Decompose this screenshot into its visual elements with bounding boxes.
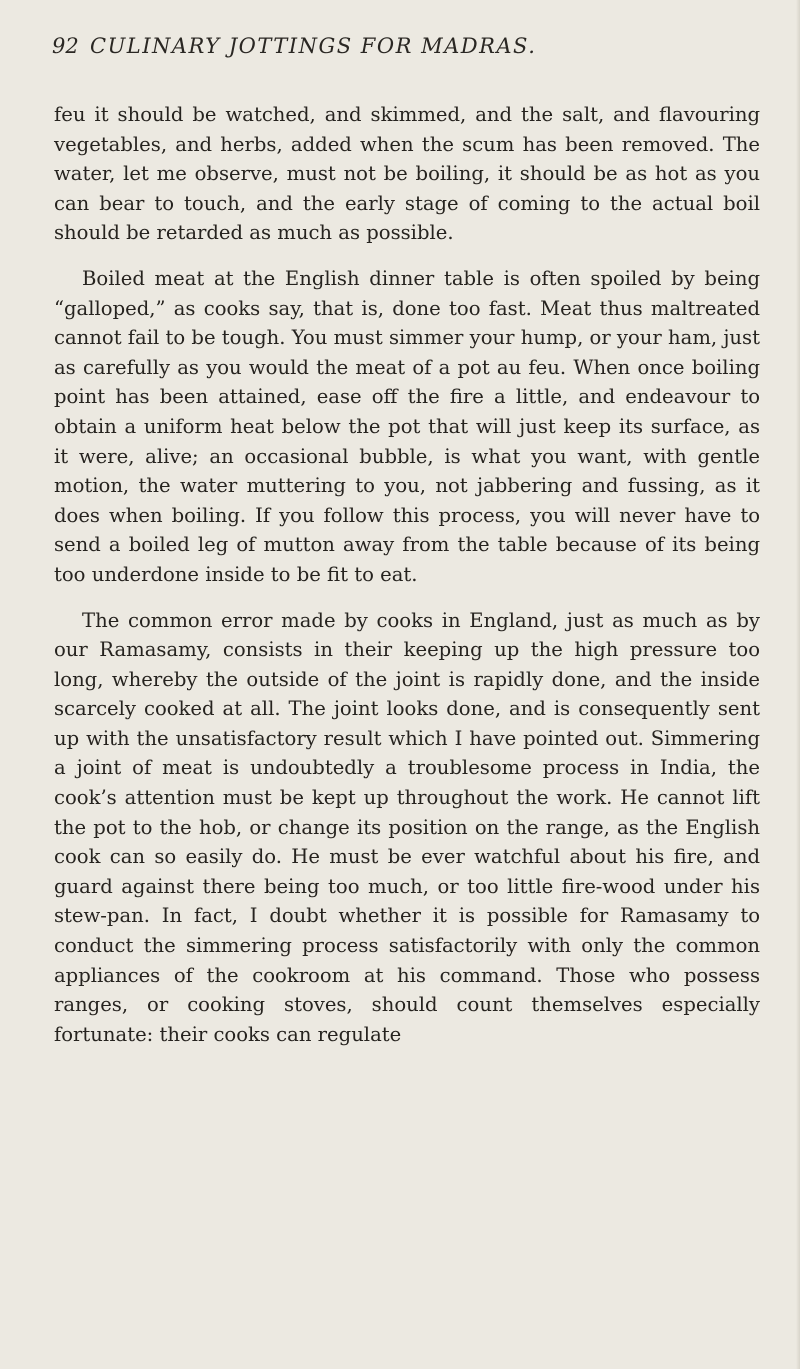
page-number: 92	[52, 34, 79, 58]
page-edge-shadow	[796, 0, 800, 1369]
body-text	[54, 100, 760, 1049]
paragraph-3: The common error made by cooks in England, just as much as by our Ramasamy, consists in their keeping up the high pressure too long, whereby the outside of the joint is rapidly done, and the inside scarcely cooked at all. The joint looks done, and is consequently sent up with the unsatisfactory result which I have pointed out. Simmering a joint of meat is undoubtedly a troublesome process in India, the cook’s attention must be kept up throughout the work. He cannot lift the pot to the hob, or change its position on the range, as the English cook can so easily do. He must be ever watchful about his fire, and guard against there being too much, or too little fire-wood under his stew-pan. In fact, I doubt whether it is possible for Ramasamy to conduct the simmering process satisfactorily with only the common appliances of the cookroom at his command. Those who possess ranges, or cooking stoves, should count themselves especially fortunate: their cooks can regulate	[54, 608, 760, 1046]
running-title: CULINARY JOTTINGS FOR MADRAS.	[90, 34, 537, 58]
paragraph-1: feu it should be watched, and skimmed, and the salt, and flavouring vegetables, and herbs, added when the scum has been removed. The water, let me observe, must not be boiling, it should be as hot as you can bear to touch, and the early stage of coming to the actual boil should be retarded as much as possible.	[54, 103, 760, 245]
paragraph-2: Boiled meat at the English dinner table is often spoiled by being “galloped,” as cooks say, that is, done too fast. Meat thus maltreated cannot fail to be tough. You must simmer your hump, or your ham, just as carefully as you would the meat of a pot au feu. When once boiling point has been attained, ease off the fire a little, and endeavour to obtain a uniform heat below the pot that will just keep its surface, as it were, alive; an occasional bubble, is what you want, with gentle motion, the water muttering to you, not jabbering and fussing, as it does when boiling. If you follow this process, you will never have to send a boiled leg of mutton away from the table because of its being too underdone inside to be fit to eat.	[54, 266, 760, 586]
